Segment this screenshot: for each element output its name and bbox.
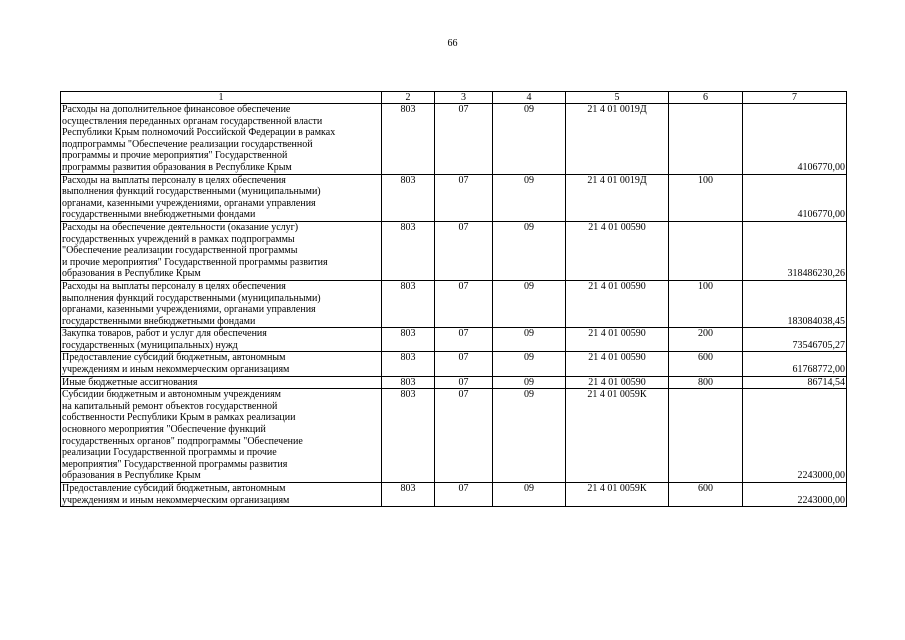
section-code: 07 xyxy=(435,221,493,280)
expense-item-name: Расходы на дополнительное финансовое обеспечение осуществления переданных органам государственной власти Республики Крым полномочий Российской Федерации в рамках подпрограммы "Обеспечение реализации государственной программы и прочие мероприятия" Государственной программы развития образования в Республике Крым xyxy=(61,104,382,175)
expense-item-name: Иные бюджетные ассигнования xyxy=(61,376,382,389)
ministry-code: 803 xyxy=(382,174,435,221)
expense-type-code xyxy=(669,389,743,483)
expense-item-name: Субсидии бюджетным и автономным учреждениям на капитальный ремонт объектов государственной собственности Республики Крым в рамках реализации основного мероприятия "Обеспечение функций государственных органов" подпрограммы "Обеспечение реализации Государственной программы и прочие мероприятия" Государственной программы развития образования в Республике Крым xyxy=(61,389,382,483)
ministry-code: 803 xyxy=(382,483,435,507)
amount-cell: 61768772,00 xyxy=(743,352,847,376)
target-article-code: 21 4 01 00590 xyxy=(566,280,669,327)
ministry-code: 803 xyxy=(382,280,435,327)
amount-cell: 318486230,26 xyxy=(743,221,847,280)
subsection-code: 09 xyxy=(493,483,566,507)
target-article-code: 21 4 01 0019Д xyxy=(566,174,669,221)
column-number: 7 xyxy=(743,92,847,104)
amount-cell: 2243000,00 xyxy=(743,389,847,483)
expense-type-code xyxy=(669,221,743,280)
table-row xyxy=(61,221,847,280)
ministry-code: 803 xyxy=(382,389,435,483)
expense-type-code: 100 xyxy=(669,280,743,327)
section-code: 07 xyxy=(435,389,493,483)
target-article-code: 21 4 01 0019Д xyxy=(566,104,669,175)
section-code: 07 xyxy=(435,104,493,175)
page-number: 66 xyxy=(447,38,458,49)
expense-item-name: Расходы на выплаты персоналу в целях обеспечения выполнения функций государственными (муниципальными) органами, казенными учреждениями, органами управления государственными внебюджетными фондами xyxy=(61,174,382,221)
table-row xyxy=(61,328,847,352)
column-number: 6 xyxy=(669,92,743,104)
subsection-code: 09 xyxy=(493,174,566,221)
section-code: 07 xyxy=(435,328,493,352)
expense-type-code: 200 xyxy=(669,328,743,352)
ministry-code: 803 xyxy=(382,328,435,352)
table-row xyxy=(61,174,847,221)
ministry-code: 803 xyxy=(382,352,435,376)
subsection-code: 09 xyxy=(493,389,566,483)
column-number: 3 xyxy=(435,92,493,104)
amount-cell: 2243000,00 xyxy=(743,483,847,507)
target-article-code: 21 4 01 0059К xyxy=(566,389,669,483)
column-number: 1 xyxy=(61,92,382,104)
ministry-code: 803 xyxy=(382,221,435,280)
expense-type-code: 800 xyxy=(669,376,743,389)
amount-cell: 183084038,45 xyxy=(743,280,847,327)
target-article-code: 21 4 01 00590 xyxy=(566,221,669,280)
column-number: 4 xyxy=(493,92,566,104)
expense-item-name: Расходы на выплаты персоналу в целях обеспечения выполнения функций государственными (муниципальными) органами, казенными учреждениями, органами управления государственными внебюджетными фондами xyxy=(61,280,382,327)
budget-table xyxy=(60,91,847,507)
expense-type-code: 100 xyxy=(669,174,743,221)
column-number-row xyxy=(61,92,847,104)
subsection-code: 09 xyxy=(493,352,566,376)
ministry-code: 803 xyxy=(382,376,435,389)
subsection-code: 09 xyxy=(493,328,566,352)
ministry-code: 803 xyxy=(382,104,435,175)
table-row xyxy=(61,352,847,376)
column-number: 2 xyxy=(382,92,435,104)
section-code: 07 xyxy=(435,174,493,221)
amount-cell: 4106770,00 xyxy=(743,104,847,175)
table-row xyxy=(61,104,847,175)
expense-type-code xyxy=(669,104,743,175)
amount-cell: 86714,54 xyxy=(743,376,847,389)
subsection-code: 09 xyxy=(493,104,566,175)
target-article-code: 21 4 01 0059К xyxy=(566,483,669,507)
section-code: 07 xyxy=(435,280,493,327)
section-code: 07 xyxy=(435,376,493,389)
expense-item-name: Расходы на обеспечение деятельности (оказание услуг) государственных учреждений в рамках подпрограммы "Обеспечение реализации государственной программы и прочие мероприятия" Государственной программы развития образования в Республике Крым xyxy=(61,221,382,280)
section-code: 07 xyxy=(435,483,493,507)
target-article-code: 21 4 01 00590 xyxy=(566,328,669,352)
table-row xyxy=(61,483,847,507)
subsection-code: 09 xyxy=(493,221,566,280)
expense-type-code: 600 xyxy=(669,483,743,507)
subsection-code: 09 xyxy=(493,280,566,327)
expense-item-name: Предоставление субсидий бюджетным, автономным учреждениям и иным некоммерческим организациям xyxy=(61,352,382,376)
subsection-code: 09 xyxy=(493,376,566,389)
target-article-code: 21 4 01 00590 xyxy=(566,352,669,376)
table-row xyxy=(61,376,847,389)
target-article-code: 21 4 01 00590 xyxy=(566,376,669,389)
amount-cell: 73546705,27 xyxy=(743,328,847,352)
column-number: 5 xyxy=(566,92,669,104)
expense-item-name: Закупка товаров, работ и услуг для обеспечения государственных (муниципальных) нужд xyxy=(61,328,382,352)
section-code: 07 xyxy=(435,352,493,376)
table-row xyxy=(61,389,847,483)
expense-item-name: Предоставление субсидий бюджетным, автономным учреждениям и иным некоммерческим организациям xyxy=(61,483,382,507)
amount-cell: 4106770,00 xyxy=(743,174,847,221)
expense-type-code: 600 xyxy=(669,352,743,376)
table-row xyxy=(61,280,847,327)
